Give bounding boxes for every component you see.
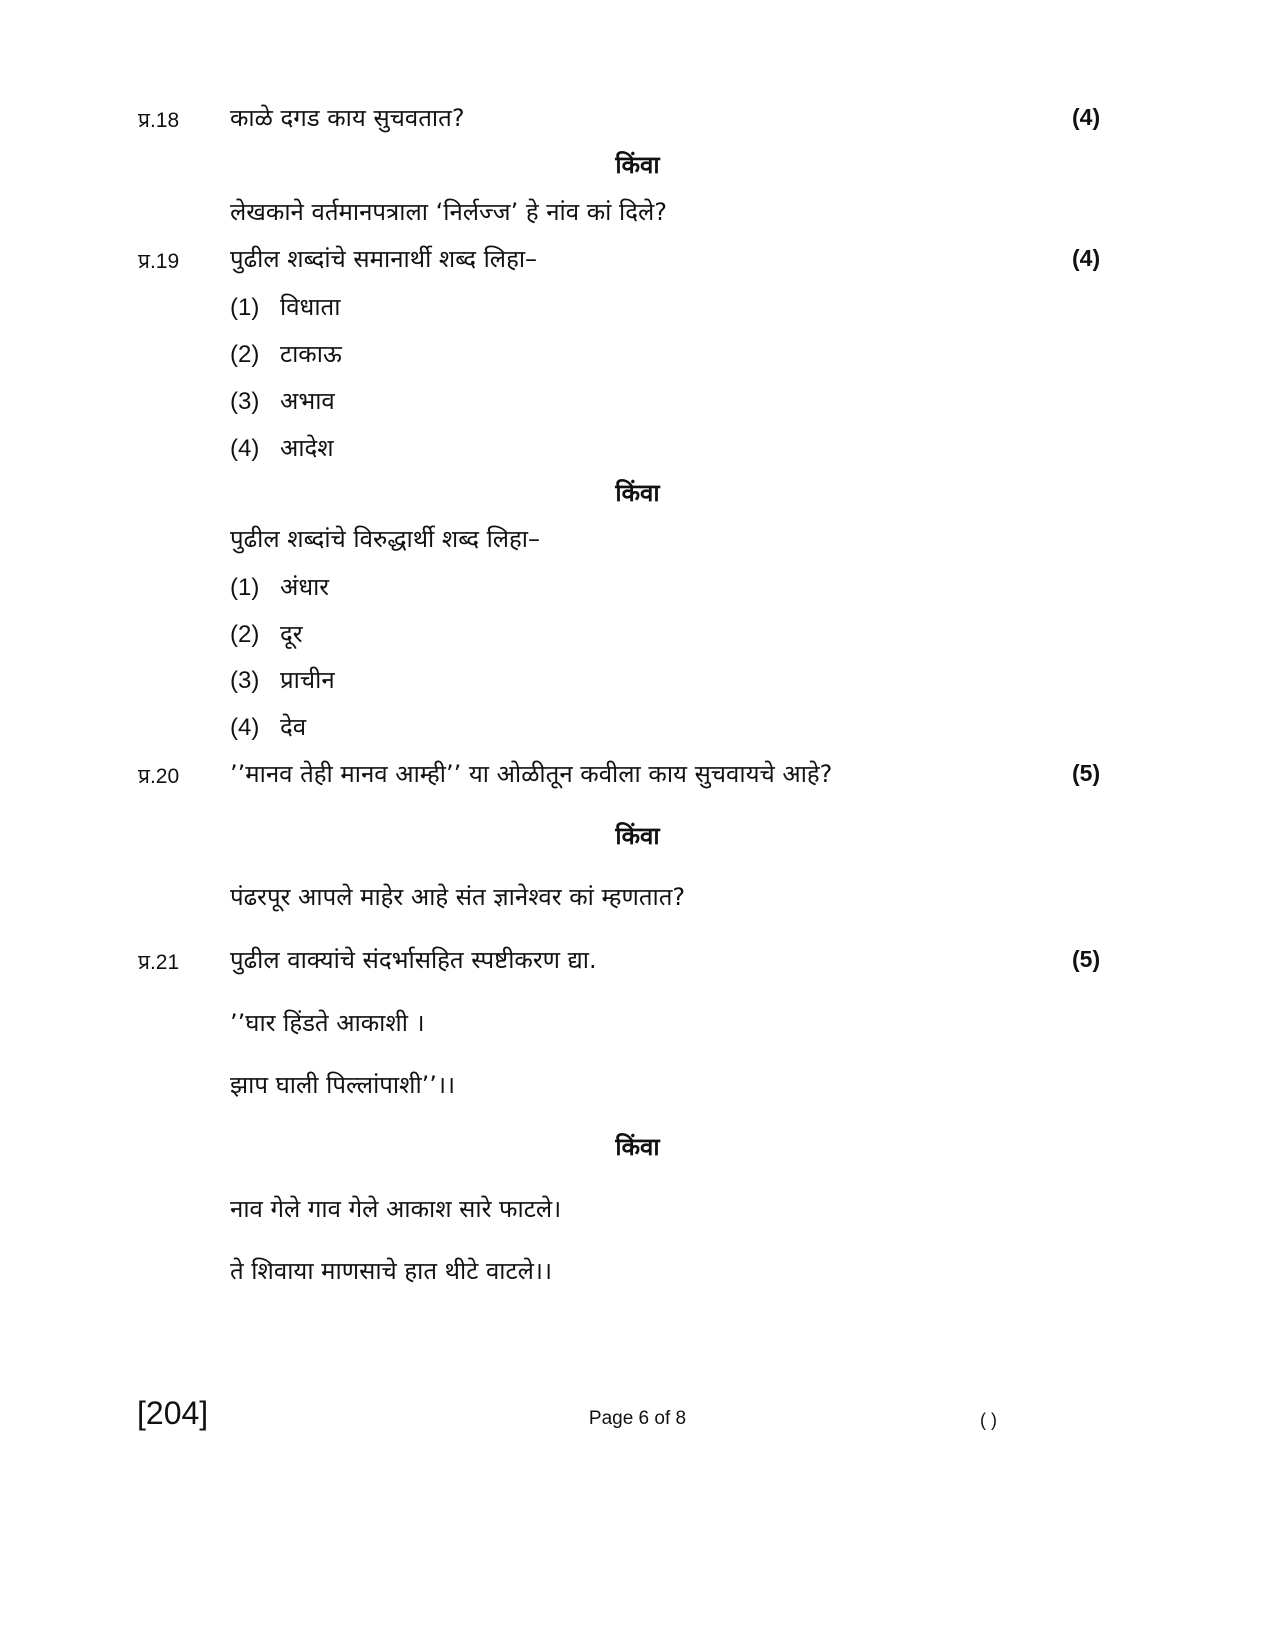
item-word: अभाव xyxy=(280,387,335,415)
question-18-alt-text: लेखकाने वर्तमानपत्राला ‘निर्लज्ज’ हे नांव कां दिले? xyxy=(230,198,667,226)
question-20-text: ’’मानव तेही मानव आम्ही’’ या ओळीतून कवीला काय सुचवायचे आहे? xyxy=(230,760,833,788)
page-number: Page 6 of 8 xyxy=(588,1408,687,1429)
item-number: (4) xyxy=(230,714,260,741)
footer-parentheses: ( ) xyxy=(980,1410,997,1430)
or-separator-19: किंवा xyxy=(615,479,660,507)
question-number-19: प्र.19 xyxy=(138,250,180,273)
list-item xyxy=(230,570,329,603)
question-21-marks: (5) xyxy=(1072,946,1101,972)
verse-line-1: ’’घार हिंडते आकाशी । xyxy=(230,1009,425,1037)
list-item xyxy=(230,431,334,464)
item-number: (3) xyxy=(230,388,260,415)
item-number: (4) xyxy=(230,435,260,462)
item-number: (2) xyxy=(230,621,260,648)
question-19-alt-text: पुढील शब्दांचे विरुद्धार्थी शब्द लिहा– xyxy=(230,525,541,553)
item-number: (1) xyxy=(230,294,260,321)
or-separator-20: किंवा xyxy=(615,822,660,850)
item-number: (1) xyxy=(230,574,260,601)
list-item xyxy=(230,384,335,417)
item-word: प्राचीन xyxy=(280,666,335,694)
item-word: देव xyxy=(280,713,307,741)
or-separator-18: किंवा xyxy=(615,151,660,179)
question-number-20: प्र.20 xyxy=(138,765,180,788)
list-item xyxy=(230,337,342,370)
verse-alt-line-1: नाव गेले गाव गेले आकाश सारे फाटले। xyxy=(230,1195,562,1223)
question-20-marks: (5) xyxy=(1072,760,1101,786)
item-number: (3) xyxy=(230,667,260,694)
question-19-marks: (4) xyxy=(1072,245,1101,271)
list-item xyxy=(230,290,340,323)
item-number: (2) xyxy=(230,341,260,368)
item-word: अंधार xyxy=(280,573,330,601)
verse-line-2: झाप घाली पिल्लांपाशी’’।। xyxy=(230,1071,456,1099)
item-word: दूर xyxy=(280,620,303,648)
list-item xyxy=(230,617,303,650)
question-number-18: प्र.18 xyxy=(138,109,180,132)
list-item xyxy=(230,710,306,743)
question-19-text: पुढील शब्दांचे समानार्थी शब्द लिहा– xyxy=(230,245,538,273)
list-item xyxy=(230,663,335,696)
question-18-marks: (4) xyxy=(1072,104,1101,130)
question-number-21: प्र.21 xyxy=(138,951,180,974)
item-word: आदेश xyxy=(280,434,334,462)
item-word: विधाता xyxy=(280,293,341,321)
or-separator-21: किंवा xyxy=(615,1133,660,1161)
question-20-alt-text: पंढरपूर आपले माहेर आहे संत ज्ञानेश्वर कां म्हणतात? xyxy=(230,883,686,911)
item-word: टाकाऊ xyxy=(280,340,342,368)
question-21-text: पुढील वाक्यांचे संदर्भासहित स्पष्टीकरण द्या. xyxy=(230,946,597,974)
question-18-text: काळे दगड काय सुचवतात? xyxy=(230,104,465,132)
paper-code: [204] xyxy=(137,1395,209,1431)
verse-alt-line-2: ते शिवाया माणसाचे हात थीटे वाटले।। xyxy=(230,1257,553,1285)
